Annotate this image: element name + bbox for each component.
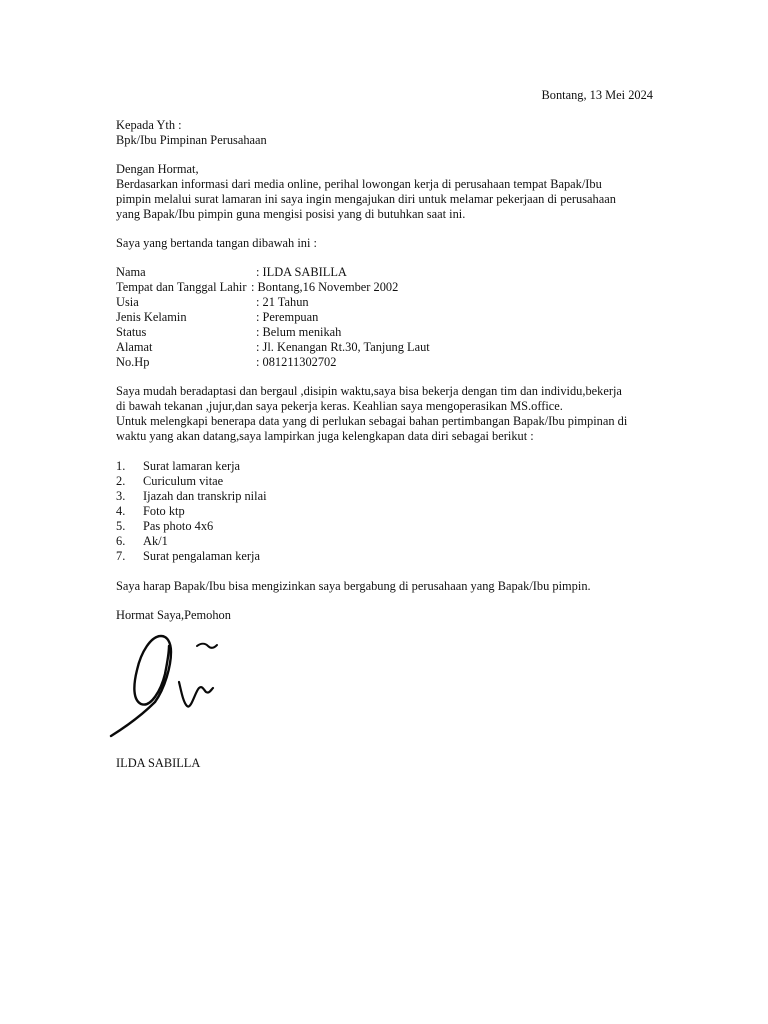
sign-off: Hormat Saya,Pemohon	[116, 608, 231, 622]
data-label-age: Usia	[116, 295, 139, 309]
list-item-number: 5.	[116, 519, 126, 533]
data-value-gender: : Perempuan	[256, 310, 319, 324]
data-label-name: Nama	[116, 265, 146, 279]
body-line: Saya mudah beradaptasi dan bergaul ,disipin waktu,saya bisa bekerja dengan tim dan individu,bekerja	[116, 384, 622, 398]
data-value-name: : ILDA SABILLA	[256, 265, 347, 279]
data-value-age: : 21 Tahun	[256, 295, 309, 309]
recipient-line-2: Bpk/Ibu Pimpinan Perusahaan	[116, 133, 267, 147]
body-line: di bawah tekanan ,jujur,dan saya pekerja keras. Keahlian saya mengoperasikan MS.office.	[116, 399, 563, 413]
data-label-birth: Tempat dan Tanggal Lahir	[116, 280, 247, 294]
data-label-status: Status	[116, 325, 147, 339]
list-item: Ijazah dan transkrip nilai	[143, 489, 267, 503]
intro-line: yang Bapak/Ibu pimpin guna mengisi posisi yang di butuhkan saat ini.	[116, 207, 466, 221]
list-item: Surat pengalaman kerja	[143, 549, 260, 563]
body-line: Untuk melengkapi benerapa data yang di perlukan sebagai bahan pertimbangan Bapak/Ibu pimpinan di	[116, 414, 628, 428]
list-item: Surat lamaran kerja	[143, 459, 241, 473]
list-item: Foto ktp	[143, 504, 185, 518]
data-value-phone: : 081211302702	[256, 355, 337, 369]
list-item-number: 3.	[116, 489, 126, 503]
list-item-number: 1.	[116, 459, 126, 473]
greeting: Dengan Hormat,	[116, 162, 199, 176]
place-date: Bontang, 13 Mei 2024	[541, 88, 653, 102]
data-label-address: Alamat	[116, 340, 153, 354]
signer-name: ILDA SABILLA	[116, 756, 201, 770]
body-line: waktu yang akan datang,saya lampirkan juga kelengkapan data diri sebagai berikut :	[116, 429, 534, 443]
list-item: Ak/1	[143, 534, 168, 548]
data-label-gender: Jenis Kelamin	[116, 310, 187, 324]
undersigned-line: Saya yang bertanda tangan dibawah ini :	[116, 236, 317, 250]
list-item: Pas photo 4x6	[143, 519, 214, 533]
list-item-number: 2.	[116, 474, 126, 488]
list-item: Curiculum vitae	[143, 474, 224, 488]
closing-line: Saya harap Bapak/Ibu bisa mengizinkan saya bergabung di perusahaan yang Bapak/Ibu pimpin.	[116, 579, 591, 593]
list-item-number: 7.	[116, 549, 126, 563]
list-item-number: 6.	[116, 534, 126, 548]
intro-line: Berdasarkan informasi dari media online, perihal lowongan kerja di perusahaan tempat Bapak/Ibu	[116, 177, 602, 191]
data-value-birth: : Bontang,16 November 2002	[251, 280, 399, 294]
data-value-status: : Belum menikah	[256, 325, 342, 339]
recipient-line-1: Kepada Yth :	[116, 118, 182, 132]
data-label-phone: No.Hp	[116, 355, 150, 369]
data-value-address: : Jl. Kenangan Rt.30, Tanjung Laut	[256, 340, 430, 354]
handwritten-signature	[105, 630, 225, 742]
list-item-number: 4.	[116, 504, 126, 518]
intro-line: pimpin melalui surat lamaran ini saya ingin mengajukan diri untuk melamar pekerjaan di perusahaan	[116, 192, 616, 206]
